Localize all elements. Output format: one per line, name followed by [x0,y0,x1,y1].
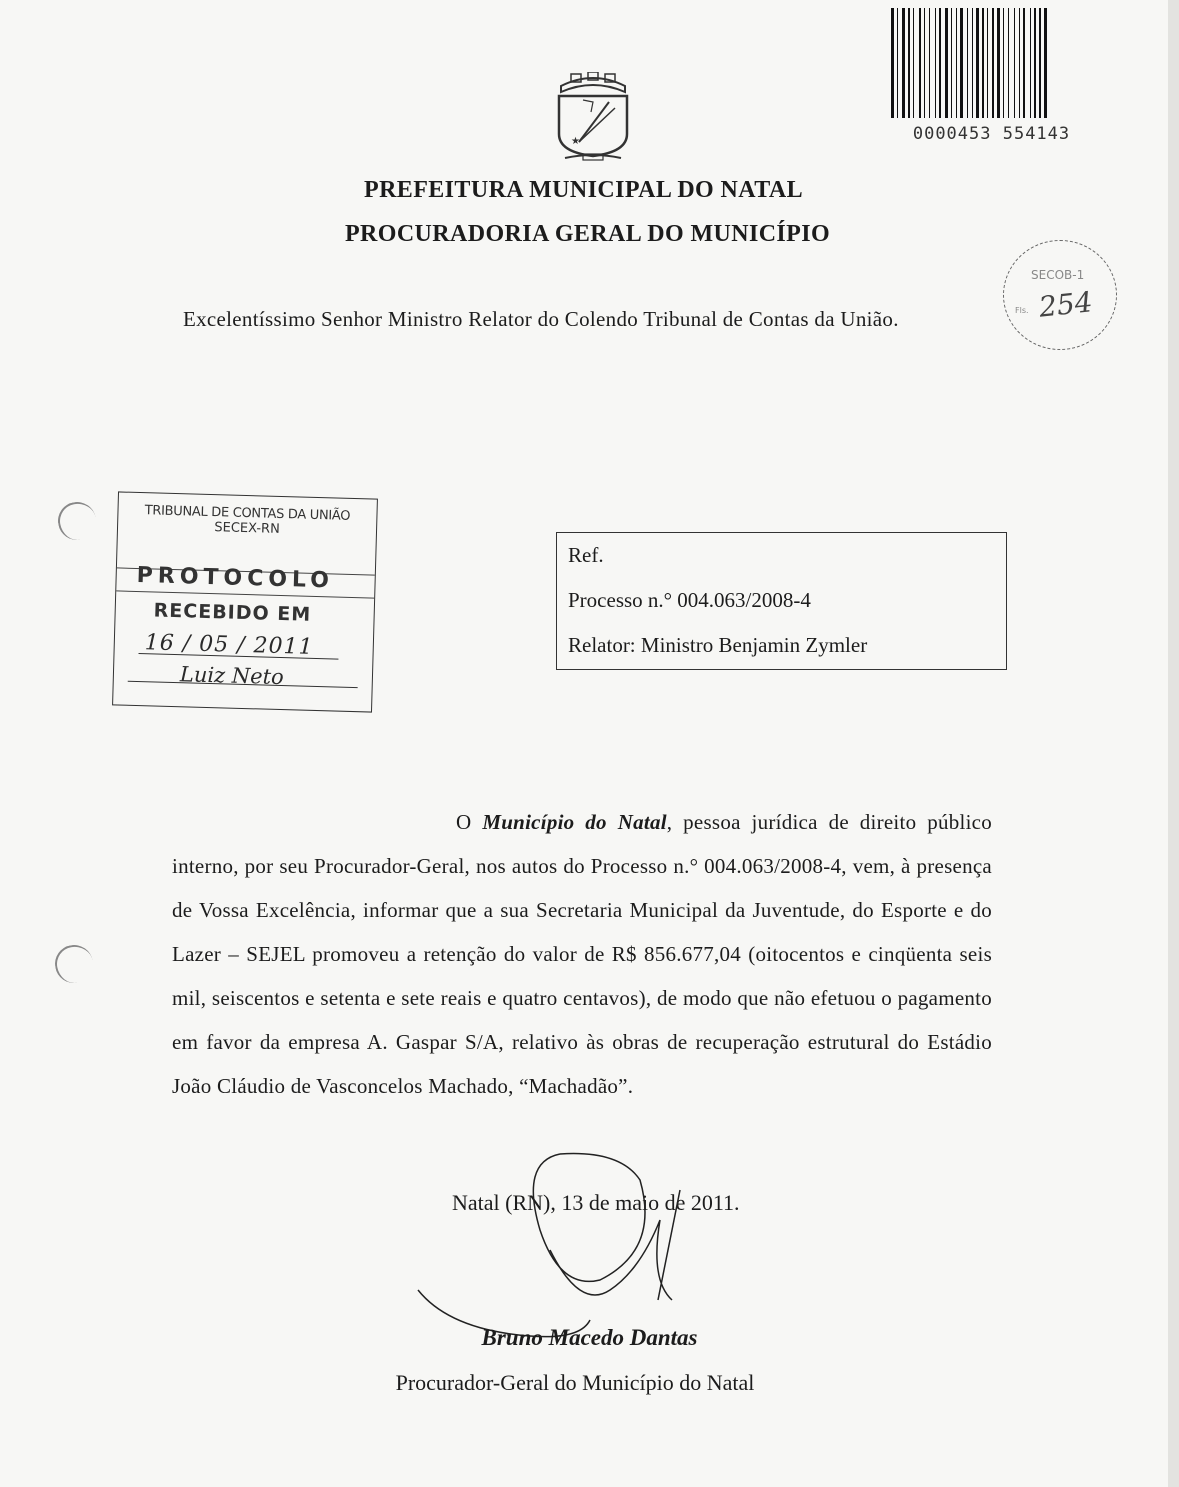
barcode-bar [960,8,963,118]
stamp-date: 16 / 05 / 2011 [144,630,314,660]
protocol-stamp [112,491,378,712]
barcode-bar [951,8,952,118]
punch-hole-mark [52,942,96,986]
barcode-bar [972,8,973,118]
barcode [889,6,1094,144]
header-line-1: PREFEITURA MUNICIPAL DO NATAL [364,177,803,203]
page-number-stamp [1003,240,1119,350]
svg-text:★: ★ [571,136,580,147]
stamp-receiver: Luiz Neto [179,662,285,690]
reference-process: Processo n.° 004.063/2008-4 [568,588,811,612]
handwritten-signature [410,1150,710,1350]
signer-title: Procurador-Geral do Município do Natal [395,1370,755,1395]
barcode-bar [919,8,921,118]
barcode-bar [939,8,941,118]
barcode-bar [891,8,894,118]
reference-rapporteur: Relator: Ministro Benjamin Zymler [568,633,868,657]
body-article: O [456,810,472,834]
barcode-bar [1014,8,1015,118]
body-entity: Município do Natal [482,810,667,834]
signer-name: Bruno Macedo Dantas [481,1325,698,1350]
barcode-bar [929,8,930,118]
body-text: , pessoa jurídica de direito público interno, por seu Procurador-Geral, nos autos do Processo n.° 004.063/2008-4, vem, à presença de Vossa Excelência, informar que a sua Secretaria Municipal da Juventude, do Esporte e do Lazer – SEJEL promoveu a retenção do valor de R$ 856.677,04 (oitocentos e cinqüenta seis mil, seiscentos e setenta e sete reais e quatro centavos), de modo que não efetuou o pagamento em favor da empresa A. Gaspar S/A, relativo às obras de recuperação estrutural do Estádio João Cláudio de Vasconcelos Machado, “Machadão”. [172,810,992,1098]
punch-hole-mark [55,499,99,543]
closing-date: Natal (RN), 13 de maio de 2011. [452,1190,740,1215]
municipal-crest-icon [553,72,633,164]
barcode-bar [913,8,914,118]
barcode-bar [1034,8,1036,118]
barcode-bar [897,8,898,118]
barcode-bar [992,8,994,118]
stamp-org: TRIBUNAL DE CONTAS DA UNIÃO [144,503,351,524]
stamp-received-label: RECEBIDO EM [153,599,312,626]
stamp-title: PROTOCOLO [136,562,335,594]
reference-label: Ref. [568,543,604,567]
barcode-bars [889,6,1094,124]
barcode-bar [1030,8,1031,118]
barcode-bar [956,8,957,118]
stamp-code: SECOB-1 [1031,268,1085,282]
stamp-unit: SECEX-RN [214,520,280,537]
barcode-bar [967,8,968,118]
barcode-bar [997,8,1000,118]
barcode-bar [1044,8,1047,118]
barcode-number: 0000453 554143 [912,124,1071,144]
barcode-bar [1039,8,1041,118]
salutation: Excelentíssimo Senhor Ministro Relator do Colendo Tribunal de Contas da União. [183,307,899,331]
stamp-page-number: 254 [1037,285,1095,324]
barcode-bar [945,8,948,118]
header-line-2: PROCURADORIA GERAL DO MUNICÍPIO [344,221,831,247]
barcode-bar [1008,8,1009,118]
barcode-bar [987,8,988,118]
reference-box [556,532,1007,670]
barcode-bar [902,8,905,118]
barcode-bar [908,8,910,118]
barcode-bar [982,8,984,118]
barcode-bar [924,8,925,118]
barcode-bar [1023,8,1025,118]
barcode-bar [976,8,979,118]
body-paragraph [172,800,992,1108]
barcode-bar [935,8,936,118]
stamp-fl-label: Fls. [1015,306,1029,315]
barcode-bar [1019,8,1020,118]
barcode-bar [1003,8,1004,118]
